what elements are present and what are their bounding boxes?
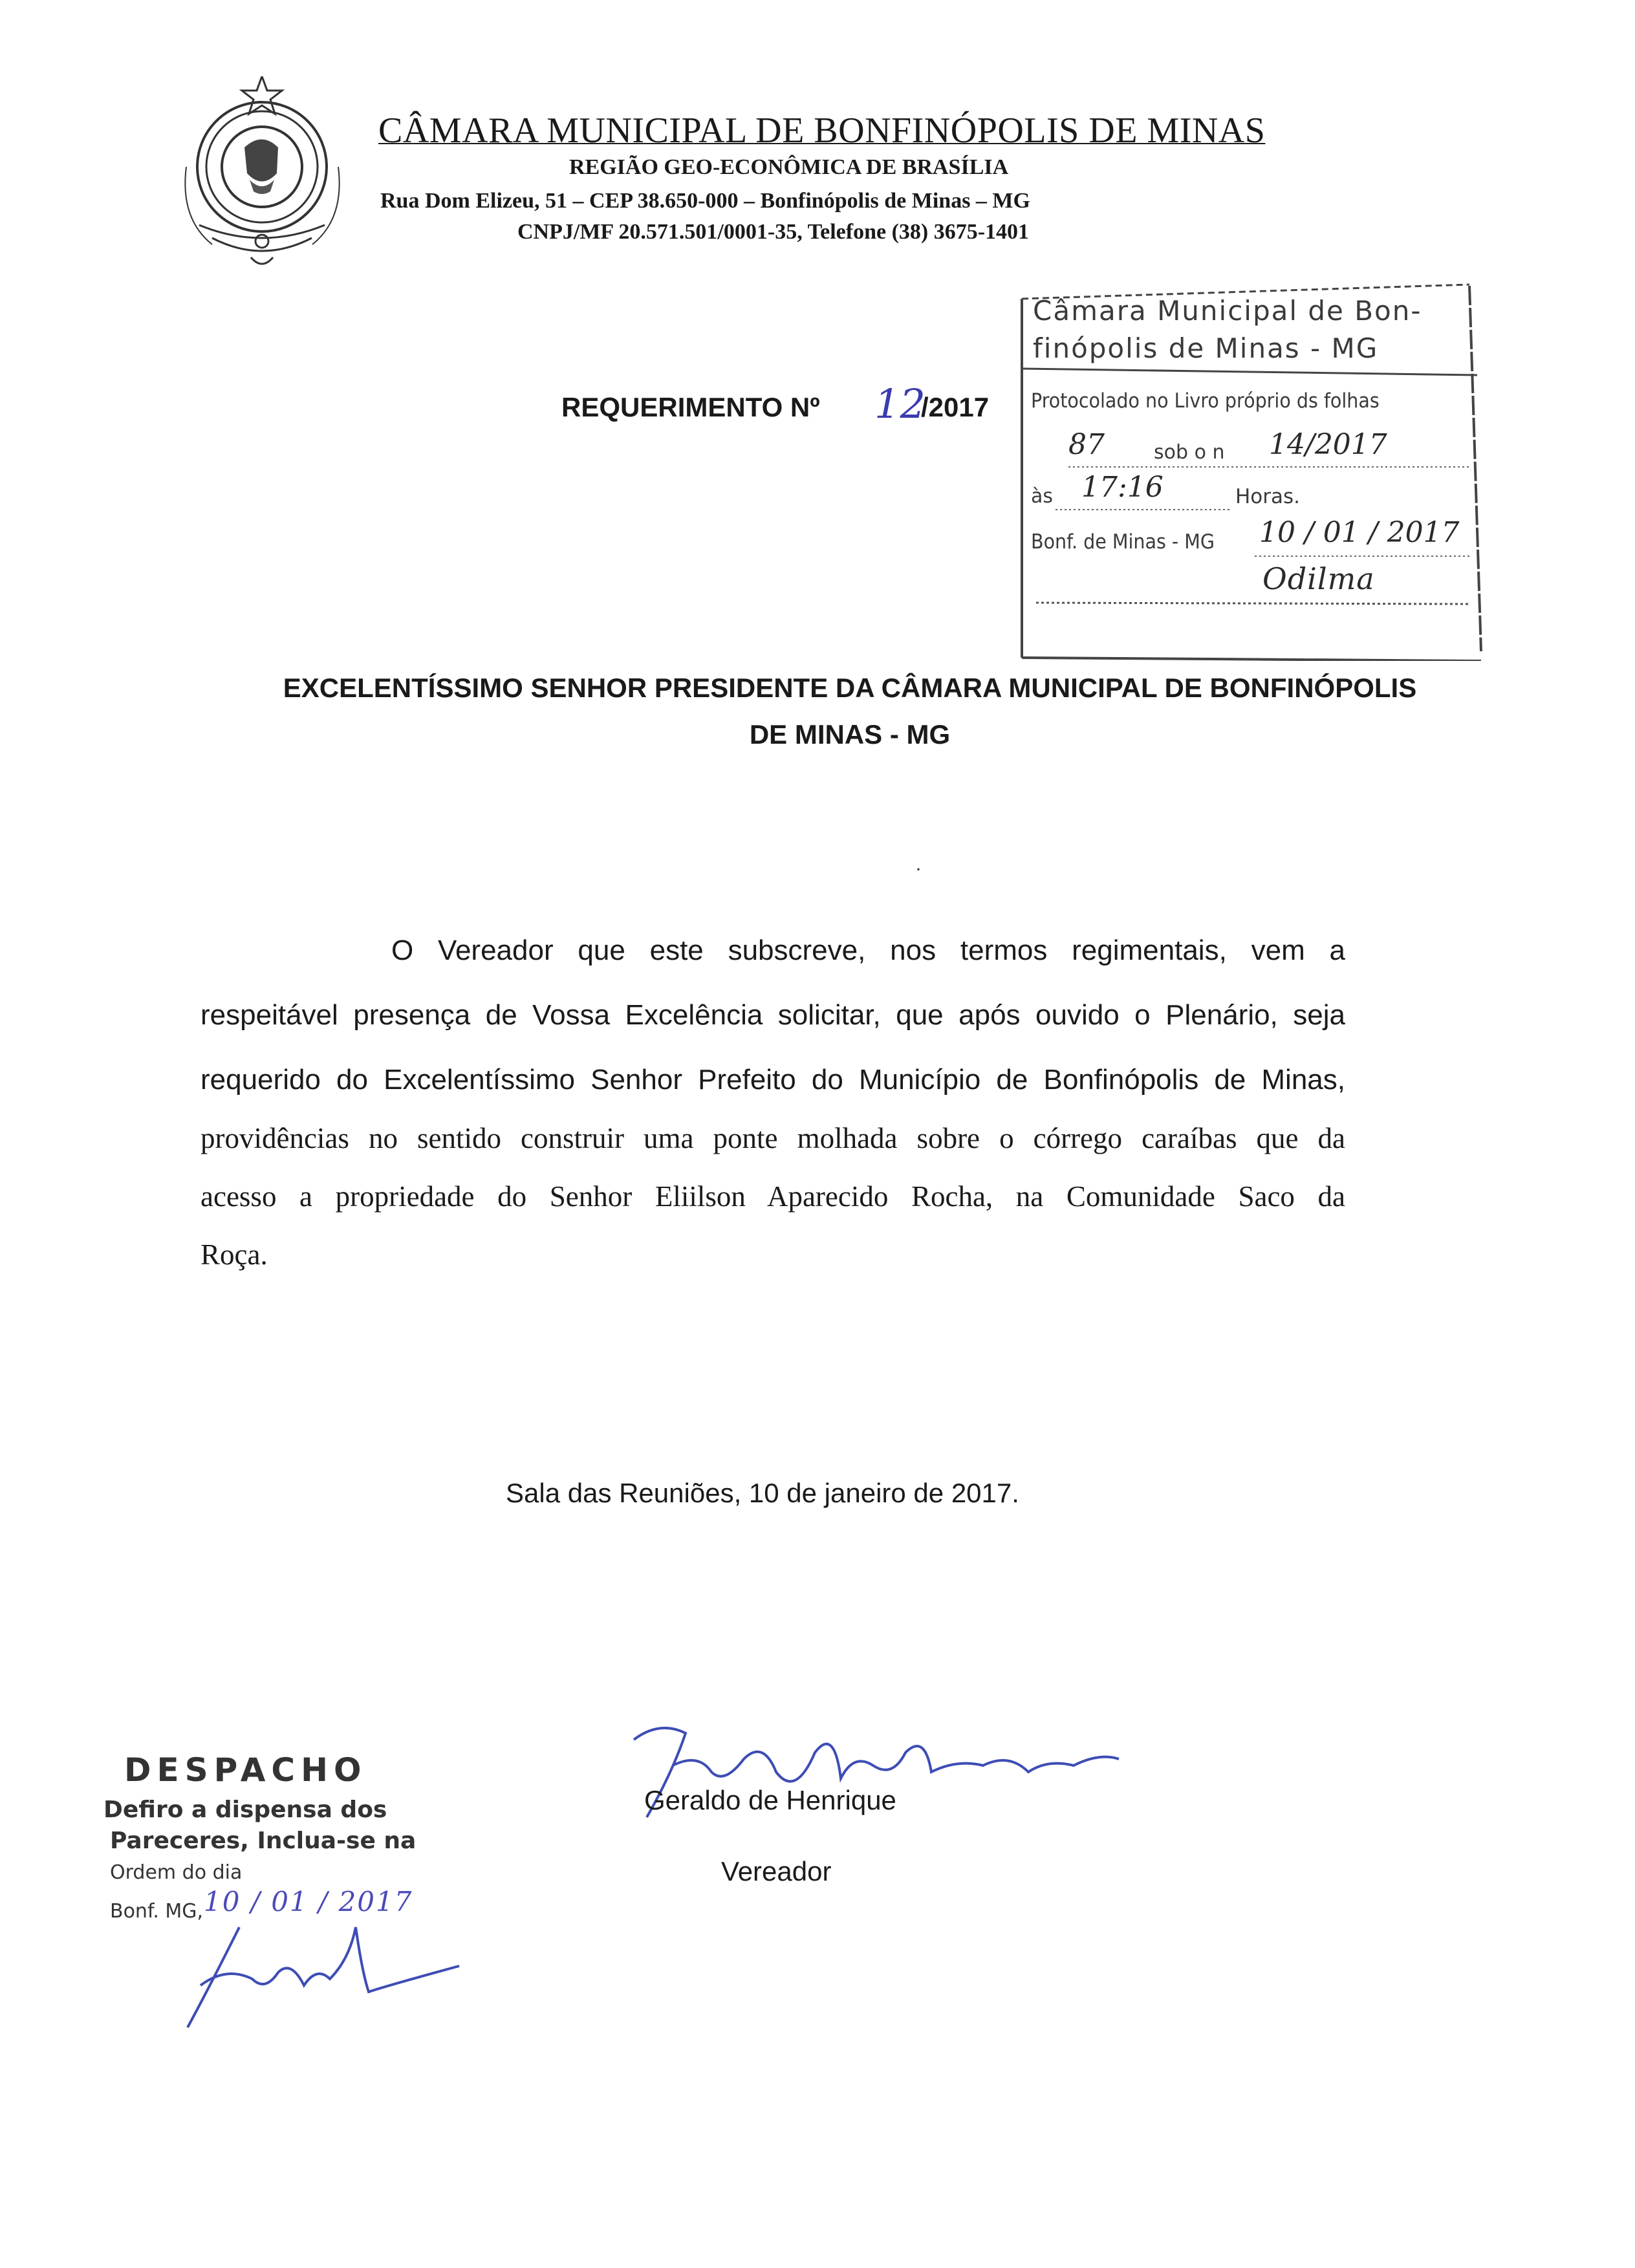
signatory-role: Vereador — [721, 1856, 832, 1886]
requerimento-number: 12 — [874, 380, 926, 427]
body-line: Roça. — [200, 1238, 268, 1271]
despacho-date: 10 / 01 / 2017 — [204, 1886, 413, 1917]
stamp-title-2: finópolis de Minas - MG — [1033, 332, 1379, 364]
despacho-line-3: Ordem do dia — [110, 1861, 243, 1884]
stamp-bonf-label: Bonf. de Minas - MG — [1031, 530, 1215, 554]
place-date: Sala das Reuniões, 10 de janeiro de 2017. — [506, 1478, 1019, 1508]
stamp-horas-label: Horas. — [1235, 485, 1301, 508]
despacho-line-2: Pareceres, Inclua-se na — [110, 1828, 417, 1854]
despacho-signature — [181, 1914, 479, 2037]
despacho-line-4: Bonf. MG, — [110, 1900, 204, 1923]
despacho-title: DESPACHO — [124, 1751, 367, 1789]
stamp-time-value: 17:16 — [1081, 471, 1164, 504]
body-line: respeitável presença de Vossa Excelência solicitar, que após ouvido o Plenário, seja — [200, 999, 1345, 1031]
requerimento-label: REQUERIMENTO Nº — [561, 392, 820, 422]
chamber-name-title: CÂMARA MUNICIPAL DE BONFINÓPOLIS DE MINAS — [378, 111, 1266, 151]
signatory-name: Geraldo de Henrique — [644, 1785, 896, 1815]
stamp-title-1: Câmara Municipal de Bon- — [1033, 295, 1422, 327]
stamp-signature: Odilma — [1262, 561, 1375, 596]
body-line: providências no sentido construir uma ponte molhada sobre o córrego caraíbas que da — [200, 1122, 1345, 1154]
municipal-seal-logo — [173, 76, 351, 274]
body-line: requerido do Excelentíssimo Senhor Prefeito do Município de Bonfinópolis de Minas, — [200, 1064, 1345, 1096]
body-line: O Vereador que este subscreve, nos termos regimentais, vem a — [391, 934, 1345, 966]
body-line: acesso a propriedade do Senhor Eliilson Aparecido Rocha, na Comunidade Saco da — [200, 1180, 1345, 1213]
despacho-line-1: Defiro a dispensa dos — [103, 1797, 387, 1823]
stamp-as-label: às — [1031, 485, 1054, 508]
address-line: Rua Dom Elizeu, 51 – CEP 38.650-000 – Bonfinópolis de Minas – MG — [380, 189, 1030, 213]
stamp-line-1: Protocolado no Livro próprio ds folhas — [1031, 389, 1380, 413]
stamp-folhas-value: 87 — [1068, 428, 1105, 461]
stamp-date-value: 10 / 01 / 2017 — [1259, 516, 1460, 549]
protocol-stamp — [1017, 279, 1482, 661]
stray-mark: · — [915, 859, 922, 880]
stamp-sob-label: sob o n — [1154, 441, 1225, 464]
cnpj-phone-line: CNPJ/MF 20.571.501/0001-35, Telefone (38) 3675-1401 — [517, 220, 1030, 244]
requerimento-year: /2017 — [921, 392, 990, 422]
salutation-line-2: DE MINAS - MG — [749, 719, 951, 750]
region-subtitle: REGIÃO GEO-ECONÔMICA DE BRASÍLIA — [569, 155, 1009, 179]
stamp-sob-number: 14/2017 — [1269, 428, 1387, 461]
salutation-line-1: EXCELENTÍSSIMO SENHOR PRESIDENTE DA CÂMARA MUNICIPAL DE BONFINÓPOLIS — [283, 673, 1417, 703]
